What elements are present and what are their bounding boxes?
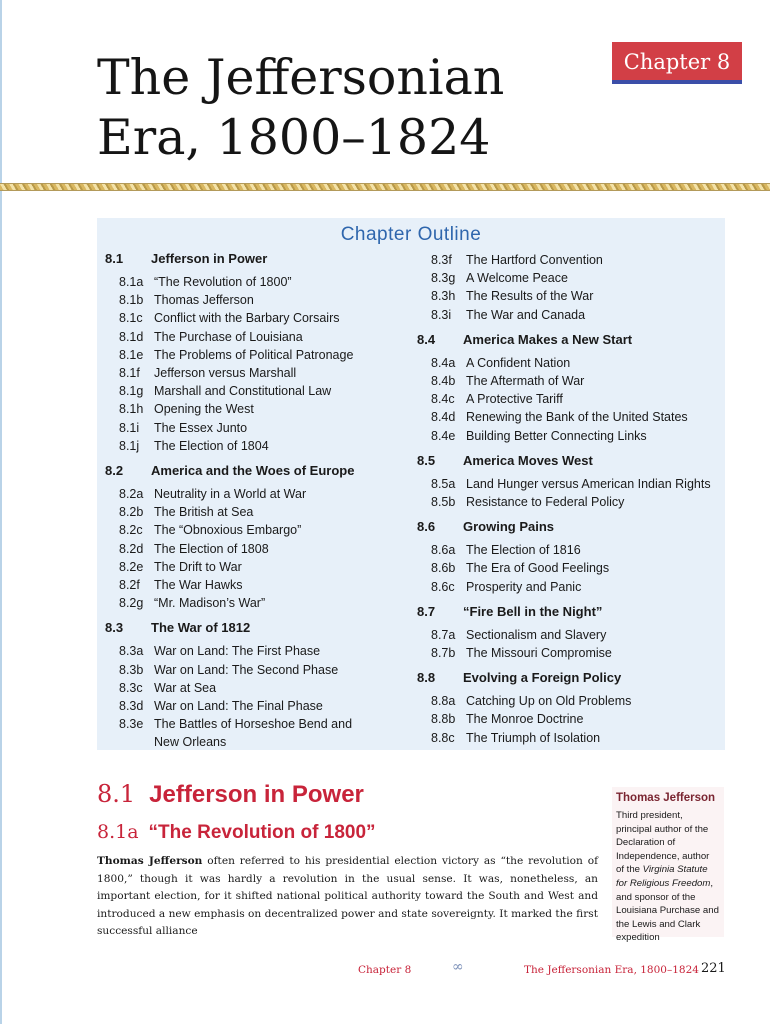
outline-item-text: The War Hawks xyxy=(154,578,243,593)
outline-section-title: Jefferson in Power xyxy=(151,251,268,266)
left-edge-rule xyxy=(0,0,2,1024)
outline-item-number: 8.3d xyxy=(119,699,144,714)
outline-item-number: 8.1c xyxy=(119,311,143,326)
chapter-title xyxy=(97,48,504,168)
outline-item-text: A Protective Tariff xyxy=(466,392,563,407)
outline-section-number: 8.4 xyxy=(417,331,436,347)
outline-item-text: Catching Up on Old Problems xyxy=(466,694,632,709)
outline-item-text: The Triumph of Isolation xyxy=(466,730,601,745)
outline-item xyxy=(105,437,405,455)
glossary-text-italic: Virginia Statute for Religious Freedom xyxy=(616,864,711,889)
body-text: often referred to his presidential election victory as “the revolution of 1800,” though it was hardly a revolution in the usual sense. It was, nonetheless, an important election, for it shifted national political authority toward the South and West and introduced a new emphasis on decentralized power and state sovereignty. It marked the first successful alliance xyxy=(97,855,598,937)
outline-item-text: Prosperity and Panic xyxy=(466,579,582,594)
outline-item-text: “Mr. Madison’s War” xyxy=(154,596,266,611)
glossary-term: Thomas Jefferson xyxy=(616,792,716,804)
outline-item-text: A Confident Nation xyxy=(466,355,571,370)
outline-item-text: Resistance to Federal Policy xyxy=(466,495,625,510)
outline-item xyxy=(105,661,405,679)
outline-item-text: The Election of 1816 xyxy=(466,543,581,558)
outline-column-left xyxy=(105,251,405,752)
outline-item xyxy=(105,521,405,539)
outline-item xyxy=(105,715,405,751)
outline-item xyxy=(417,578,722,596)
outline-item-number: 8.3b xyxy=(119,662,144,677)
outline-item-text: Opening the West xyxy=(154,402,254,417)
outline-item-text: War on Land: The Second Phase xyxy=(154,662,339,677)
outline-item-text: Marshall and Constitutional Law xyxy=(154,384,332,399)
outline-item-text: The Problems of Political Patronage xyxy=(154,347,354,362)
outline-item-number: 8.6b xyxy=(431,561,456,576)
outline-item xyxy=(105,594,405,612)
outline-item-number: 8.2b xyxy=(119,505,144,520)
outline-item-number: 8.1j xyxy=(119,438,140,453)
outline-section-title: Growing Pains xyxy=(463,519,555,535)
outline-item xyxy=(105,328,405,346)
outline-item-text: The Election of 1808 xyxy=(154,541,269,556)
outline-item-text: The Results of the War xyxy=(466,289,594,304)
outline-item-number: 8.4a xyxy=(431,355,456,370)
outline-item xyxy=(417,729,722,747)
outline-item xyxy=(105,576,405,594)
outline-item xyxy=(105,400,405,418)
outline-item-text: War on Land: The Final Phase xyxy=(154,699,323,714)
outline-item-text: The Election of 1804 xyxy=(154,438,269,453)
outline-item xyxy=(417,475,722,493)
outline-section xyxy=(417,519,722,535)
outline-item-number: 8.3h xyxy=(431,289,456,304)
outline-item-number: 8.5b xyxy=(431,495,456,510)
outline-item-number: 8.5a xyxy=(431,476,456,491)
outline-section-number: 8.7 xyxy=(417,603,436,619)
outline-section-title: “Fire Bell in the Night” xyxy=(463,603,603,619)
body-paragraph xyxy=(97,853,598,941)
footer-ornament-icon: ∞ xyxy=(452,959,464,975)
outline-item-text: Jefferson versus Marshall xyxy=(154,366,297,381)
outline-item-number: 8.2c xyxy=(119,523,143,538)
outline-item xyxy=(105,364,405,382)
outline-item xyxy=(105,485,405,503)
outline-item-text: The Battles of Horseshoe Bend and New Orleans xyxy=(154,717,353,750)
outline-item-number: 8.6a xyxy=(431,543,456,558)
outline-section-title: America Makes a New Start xyxy=(463,331,633,347)
outline-item-text: The War and Canada xyxy=(466,307,586,322)
outline-item-number: 8.8a xyxy=(431,694,456,709)
outline-item xyxy=(105,558,405,576)
outline-item xyxy=(417,306,722,324)
outline-item xyxy=(417,644,722,662)
chapter-title-line-1: The Jeffersonian xyxy=(97,49,505,106)
outline-item xyxy=(417,408,722,426)
glossary-definition xyxy=(616,809,720,945)
outline-item-text: Conflict with the Barbary Corsairs xyxy=(154,311,340,326)
outline-item xyxy=(105,642,405,660)
outline-section-number: 8.2 xyxy=(105,463,124,479)
outline-item-text: Neutrality in a World at War xyxy=(154,487,307,502)
outline-item-number: 8.1h xyxy=(119,402,144,417)
outline-item-number: 8.2g xyxy=(119,596,144,611)
chapter-title-line-2: Era, 1800–1824 xyxy=(97,109,491,166)
outline-item-text: The Hartford Convention xyxy=(466,253,603,267)
outline-item-text: The Missouri Compromise xyxy=(466,646,612,661)
outline-section xyxy=(417,670,722,686)
outline-item-number: 8.2e xyxy=(119,559,144,574)
page-number: 221 xyxy=(701,961,726,976)
outline-section xyxy=(105,251,405,267)
outline-item-number: 8.1e xyxy=(119,347,144,362)
outline-item xyxy=(417,710,722,728)
outline-item xyxy=(417,390,722,408)
outline-item-number: 8.4b xyxy=(431,374,456,389)
outline-item xyxy=(105,382,405,400)
outline-section xyxy=(105,620,405,636)
outline-item-text: The Aftermath of War xyxy=(466,374,585,389)
glossary-text-1: Third president, principal author of the Declaration of Independence, author of the xyxy=(616,810,710,876)
outline-item-text: Sectionalism and Slavery xyxy=(466,627,607,642)
outline-item xyxy=(417,427,722,445)
outline-item-number: 8.6c xyxy=(431,579,455,594)
outline-item-number: 8.2d xyxy=(119,541,144,556)
outline-section-number: 8.6 xyxy=(417,519,436,535)
outline-section-title: Evolving a Foreign Policy xyxy=(463,670,622,686)
outline-item-text: War on Land: The First Phase xyxy=(154,644,321,659)
outline-item-text: The Purchase of Louisiana xyxy=(154,329,303,344)
outline-item xyxy=(417,354,722,372)
subsection-number: 8.1a xyxy=(97,821,139,843)
outline-item-number: 8.1b xyxy=(119,293,144,308)
chapter-tab: Chapter 8 xyxy=(612,42,742,84)
body-keyword: Thomas Jefferson xyxy=(97,855,203,867)
outline-item-text: The Drift to War xyxy=(154,559,242,574)
outline-item-number: 8.3i xyxy=(431,307,452,322)
outline-item-text: The Essex Junto xyxy=(154,420,248,435)
outline-item-number: 8.1a xyxy=(119,275,144,289)
section-number: 8.1 xyxy=(97,780,136,808)
outline-item xyxy=(417,287,722,305)
outline-section xyxy=(417,332,722,348)
outline-item-text: The Era of Good Feelings xyxy=(466,561,610,576)
outline-section-title: America and the Woes of Europe xyxy=(151,463,355,479)
outline-item xyxy=(417,541,722,559)
outline-item xyxy=(417,626,722,644)
outline-item-number: 8.4c xyxy=(431,392,455,407)
outline-item-text: The British at Sea xyxy=(154,505,254,520)
outline-item-text: The Monroe Doctrine xyxy=(466,712,584,727)
outline-item-number: 8.1g xyxy=(119,384,144,399)
outline-item-number: 8.2a xyxy=(119,487,144,502)
outline-item xyxy=(105,679,405,697)
outline-section-number: 8.8 xyxy=(417,670,436,686)
outline-item-number: 8.2f xyxy=(119,578,140,593)
outline-item xyxy=(105,291,405,309)
outline-item-text: “The Revolution of 1800” xyxy=(154,275,292,289)
subsection-heading xyxy=(97,821,376,844)
outline-section xyxy=(417,604,722,620)
outline-item-number: 8.8b xyxy=(431,712,456,727)
chapter-outline-box xyxy=(97,218,725,750)
outline-item-number: 8.1d xyxy=(119,329,144,344)
outline-item xyxy=(417,269,722,287)
outline-item xyxy=(105,540,405,558)
outline-item-number: 8.3f xyxy=(431,253,452,267)
outline-item-number: 8.4d xyxy=(431,410,456,425)
outline-item-number: 8.7a xyxy=(431,627,456,642)
outline-item xyxy=(105,273,405,291)
outline-column-right xyxy=(417,251,722,747)
footer-title: The Jeffersonian Era, 1800–1824 xyxy=(524,964,699,976)
outline-section-number: 8.1 xyxy=(105,251,124,266)
outline-item-number: 8.1f xyxy=(119,366,140,381)
outline-item-number: 8.8c xyxy=(431,730,455,745)
outline-section-number: 8.5 xyxy=(417,452,436,468)
outline-section xyxy=(417,453,722,469)
outline-item xyxy=(417,493,722,511)
outline-item-number: 8.4e xyxy=(431,428,456,443)
outline-item-text: Thomas Jefferson xyxy=(154,293,254,308)
outline-item-text: The “Obnoxious Embargo” xyxy=(154,523,302,538)
outline-item xyxy=(417,251,722,269)
outline-item xyxy=(105,697,405,715)
outline-item-text: Renewing the Bank of the United States xyxy=(466,410,688,425)
outline-item xyxy=(417,692,722,710)
outline-section-title: America Moves West xyxy=(463,452,593,468)
outline-item-text: A Welcome Peace xyxy=(466,271,568,286)
rope-divider xyxy=(0,183,770,191)
chapter-outline-heading: Chapter Outline xyxy=(340,224,482,245)
section-title: Jefferson in Power xyxy=(149,781,364,808)
outline-item-number: 8.3c xyxy=(119,680,143,695)
outline-item-text: War at Sea xyxy=(154,680,217,695)
outline-item-number: 8.3g xyxy=(431,271,456,286)
outline-item xyxy=(105,346,405,364)
footer-chapter: Chapter 8 xyxy=(358,964,412,976)
outline-item-text: Land Hunger versus American Indian Rights xyxy=(466,476,711,491)
outline-item xyxy=(417,372,722,390)
section-heading xyxy=(97,780,364,809)
outline-section-number: 8.3 xyxy=(105,620,124,636)
outline-item-number: 8.3a xyxy=(119,644,144,659)
outline-item xyxy=(105,309,405,327)
outline-item-number: 8.1i xyxy=(119,420,140,435)
outline-section xyxy=(105,463,405,479)
outline-item xyxy=(417,559,722,577)
subsection-title: “The Revolution of 1800” xyxy=(148,822,376,843)
outline-item xyxy=(105,503,405,521)
glossary-text-2: , and sponsor of the Louisiana Purchase and the Lewis and Clark expedition xyxy=(616,877,719,944)
outline-item-number: 8.7b xyxy=(431,646,456,661)
outline-section-title: The War of 1812 xyxy=(151,620,251,636)
outline-item-number: 8.3e xyxy=(119,717,144,732)
glossary-sidebar xyxy=(612,787,724,944)
outline-item-text: Building Better Connecting Links xyxy=(466,428,647,443)
outline-item xyxy=(105,419,405,437)
